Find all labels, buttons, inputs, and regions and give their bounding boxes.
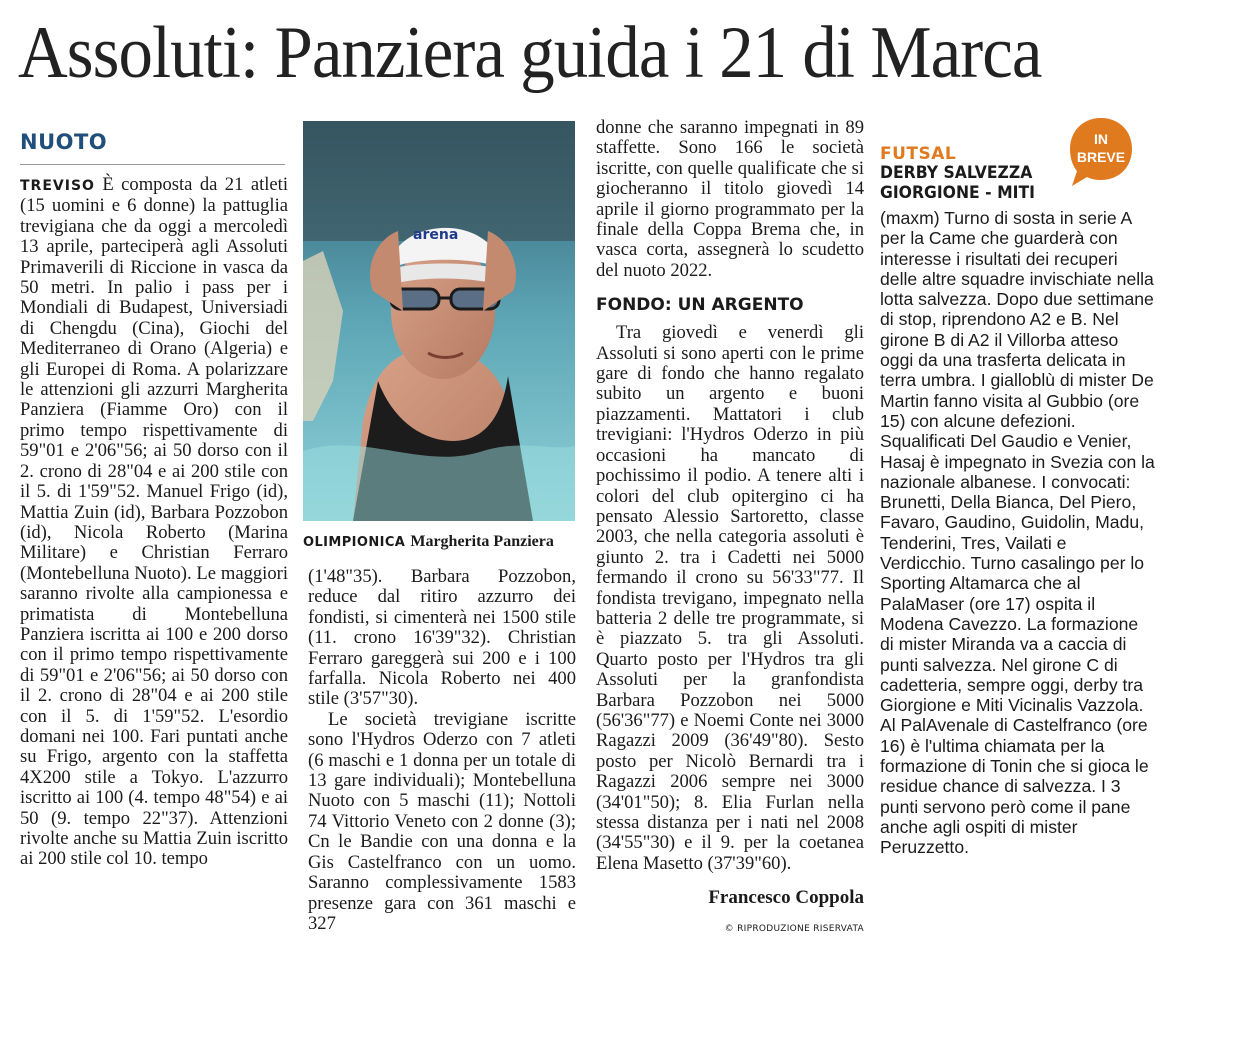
section-rule xyxy=(20,164,285,165)
badge-line-2: BREVE xyxy=(1076,149,1126,165)
col2-paragraph-2: Le società trevigiane iscritte sono l'Hydros Oderzo con 7 atleti (6 maschi e 1 donna per un totale di 13 gare individuali); Montebelluna Nuoto con 5 maschi (11); Nottoli 74 Vittorio Veneto con 2 donne (3); Cn le Bandie con una donna e la Gis Castelfranco con un uomo. Saranno complessivamente 1583 presenze gara con 361 maschi e 327 xyxy=(308,708,576,934)
photo-caption xyxy=(303,531,583,551)
headline: Assoluti: Panziera guida i 21 di Marca xyxy=(18,12,1042,94)
col3-paragraph-1: donne che saranno impegnati in 89 staffette. Sono 166 le società iscritte, con quelle qualificate che si giocheranno il titolo giovedì 14 aprile il giorno programmato per la finale della Coppa Brema che, in vasca corta, assegnerà lo scudetto del nuoto 2022. xyxy=(596,117,864,281)
copyright-notice: © RIPRODUZIONE RISERVATA xyxy=(724,923,864,934)
badge-line-1: IN xyxy=(1094,131,1108,147)
article-column-1 xyxy=(20,175,288,870)
futsal-label: FUTSAL xyxy=(880,144,957,164)
caption-name: Margherita Panziera xyxy=(410,533,554,550)
col2-paragraph-1: (1'48"35). Barbara Pozzobon, reduce dal ritiro azzurro dei fondisti, si cimenterà nei 1500 stile (11. crono 16'39"32). Christian Ferraro gareggerà sui 200 e i 100 farfalla. Nicola Roberto nei 400 stile (3'57"30). xyxy=(308,566,576,710)
caption-label: OLIMPIONICA xyxy=(303,535,406,550)
futsal-title: DERBY SALVEZZA GIORGIONE - MITI xyxy=(880,163,1035,203)
article-column-3 xyxy=(596,118,864,939)
col1-text: È composta da 21 atleti (15 uomini e 6 donne) la pattuglia trevigiana che da oggi a mercoledì 13 aprile, parteciperà agli Assoluti Primaverili di Riccione in vasca da 50 metri. In palio i pass per i Mondiali di Budapest, Universiadi di Chengdu (Cina), Giochi del Mediterraneo di Orano (Algeria) e gli Europei di Roma. A polarizzare le attenzioni gli azzurri Margherita Panziera (Fiamme Oro) con il primo tempo rispettivamente di 59"01 e 2'06"56; ai 50 dorso con il 2. crono di 28"04 e ai 200 stile con il 5. di 1'59"52. Manuel Frigo (id), Mattia Zuin (id), Barbara Pozzobon (id), Nicola Roberto (Marina Militare) e Christian Ferraro (Montebelluna Nuoto). Le maggiori saranno rivolte alla campionessa e primatista di Montebelluna Panziera iscritta ai 100 e 200 dorso con il primo tempo rispettivamente di 59"01 e 2'06"56; ai 50 dorso con il 2. crono di 28"04 e ai 200 stile con il 5. di 1'59"52. L'esordio domani nei 100. Fari puntati anche su Frigo, argento con la staffetta 4X200 stile a Tokyo. L'azzurro iscritto ai 100 (4. tempo 48"54) e ai 50 (9. tempo 22"37). Attenzioni rivolte anche su Mattia Zuin iscritto ai 200 stile col 10. tempo xyxy=(20,174,288,870)
svg-text:arena: arena xyxy=(413,227,459,243)
futsal-column xyxy=(880,208,1155,858)
col3-paragraph-2: Tra giovedì e venerdì gli Assoluti si sono aperti con le prime gare di fondo che hanno regalato subito un argento e buoni piazzamenti. Mattatori i club trevigiani: l'Hydros Oderzo in più occasioni ha mancato di pochissimo il podio. A tenere alti i colori del club opitergino ci ha pensato Alessio Sartoretto, classe 2003, che nella categoria assoluti è giunto 2. tra i Cadetti nei 5000 fermando il crono su 56'33"77. Il fondista trevigano, impegnato nella batteria 2 delle tre programmate, si è piazzato 5. tra gli Assoluti. Quarto posto per l'Hydros tra gli Assoluti per la granfondista Barbara Pozzobon nei 5000 (56'36"77) e Noemi Conte nei 3000 Ragazzi 2009 (36'49"80). Sesto posto per Nicolò Bernardi tra i Ragazzi 2006 sempre nei 3000 (34'01"50); 8. Elia Furlan nella stessa distanza per i nati nel 2008 (34'55"30) e il 9. per la coetanea Elena Masetto (37'39"60). xyxy=(596,322,864,874)
dateline: TREVISO xyxy=(20,178,95,194)
section-label: NUOTO xyxy=(20,130,108,154)
subhead-fondo: FONDO: UN ARGENTO xyxy=(596,295,804,316)
swimmer-photo xyxy=(303,121,575,521)
in-breve-badge xyxy=(1068,116,1134,182)
futsal-text: (maxm) Turno di sosta in serie A per la Came che guarderà con interesse i risultati dei recuperi delle altre squadre invischiate nella lotta salvezza. Dopo due settimane di stop, riprendono A2 e B. Nel girone B di A2 il Villorba atteso oggi da una trasferta delicata in terra umbra. I gialloblù di mister De Martin fanno visita al Gubbio (ore 15) con alcune defezioni. Squalificati Del Gaudio e Venier, Hasaj è impegnato in Svezia con la nazionale albanese. I convocati: Brunetti, Della Bianca, Del Piero, Favaro, Gaudino, Guidolin, Madu, Tenderini, Tres, Vailati e Verdicchio. Turno casalingo per lo Sporting Altamarca che al PalaMaser (ore 17) ospita il Modena Cavezzo. La formazione di mister Miranda va a caccia di punti salvezza. Nel girone C di cadetteria, sempre oggi, derby tra Giorgione e Miti Vicinalis Vazzola. Al PalAvenale di Castelfranco (ore 16) è l'ultima chiamata per la formazione di Tonin che si gioca le residue chance di salvezza. I 3 punti servono però come il pane anche agli ospiti di mister Peruzzetto. xyxy=(880,208,1155,858)
swimmer-illustration xyxy=(303,121,575,521)
byline: Francesco Coppola xyxy=(708,887,864,909)
article-column-2 xyxy=(308,567,576,934)
